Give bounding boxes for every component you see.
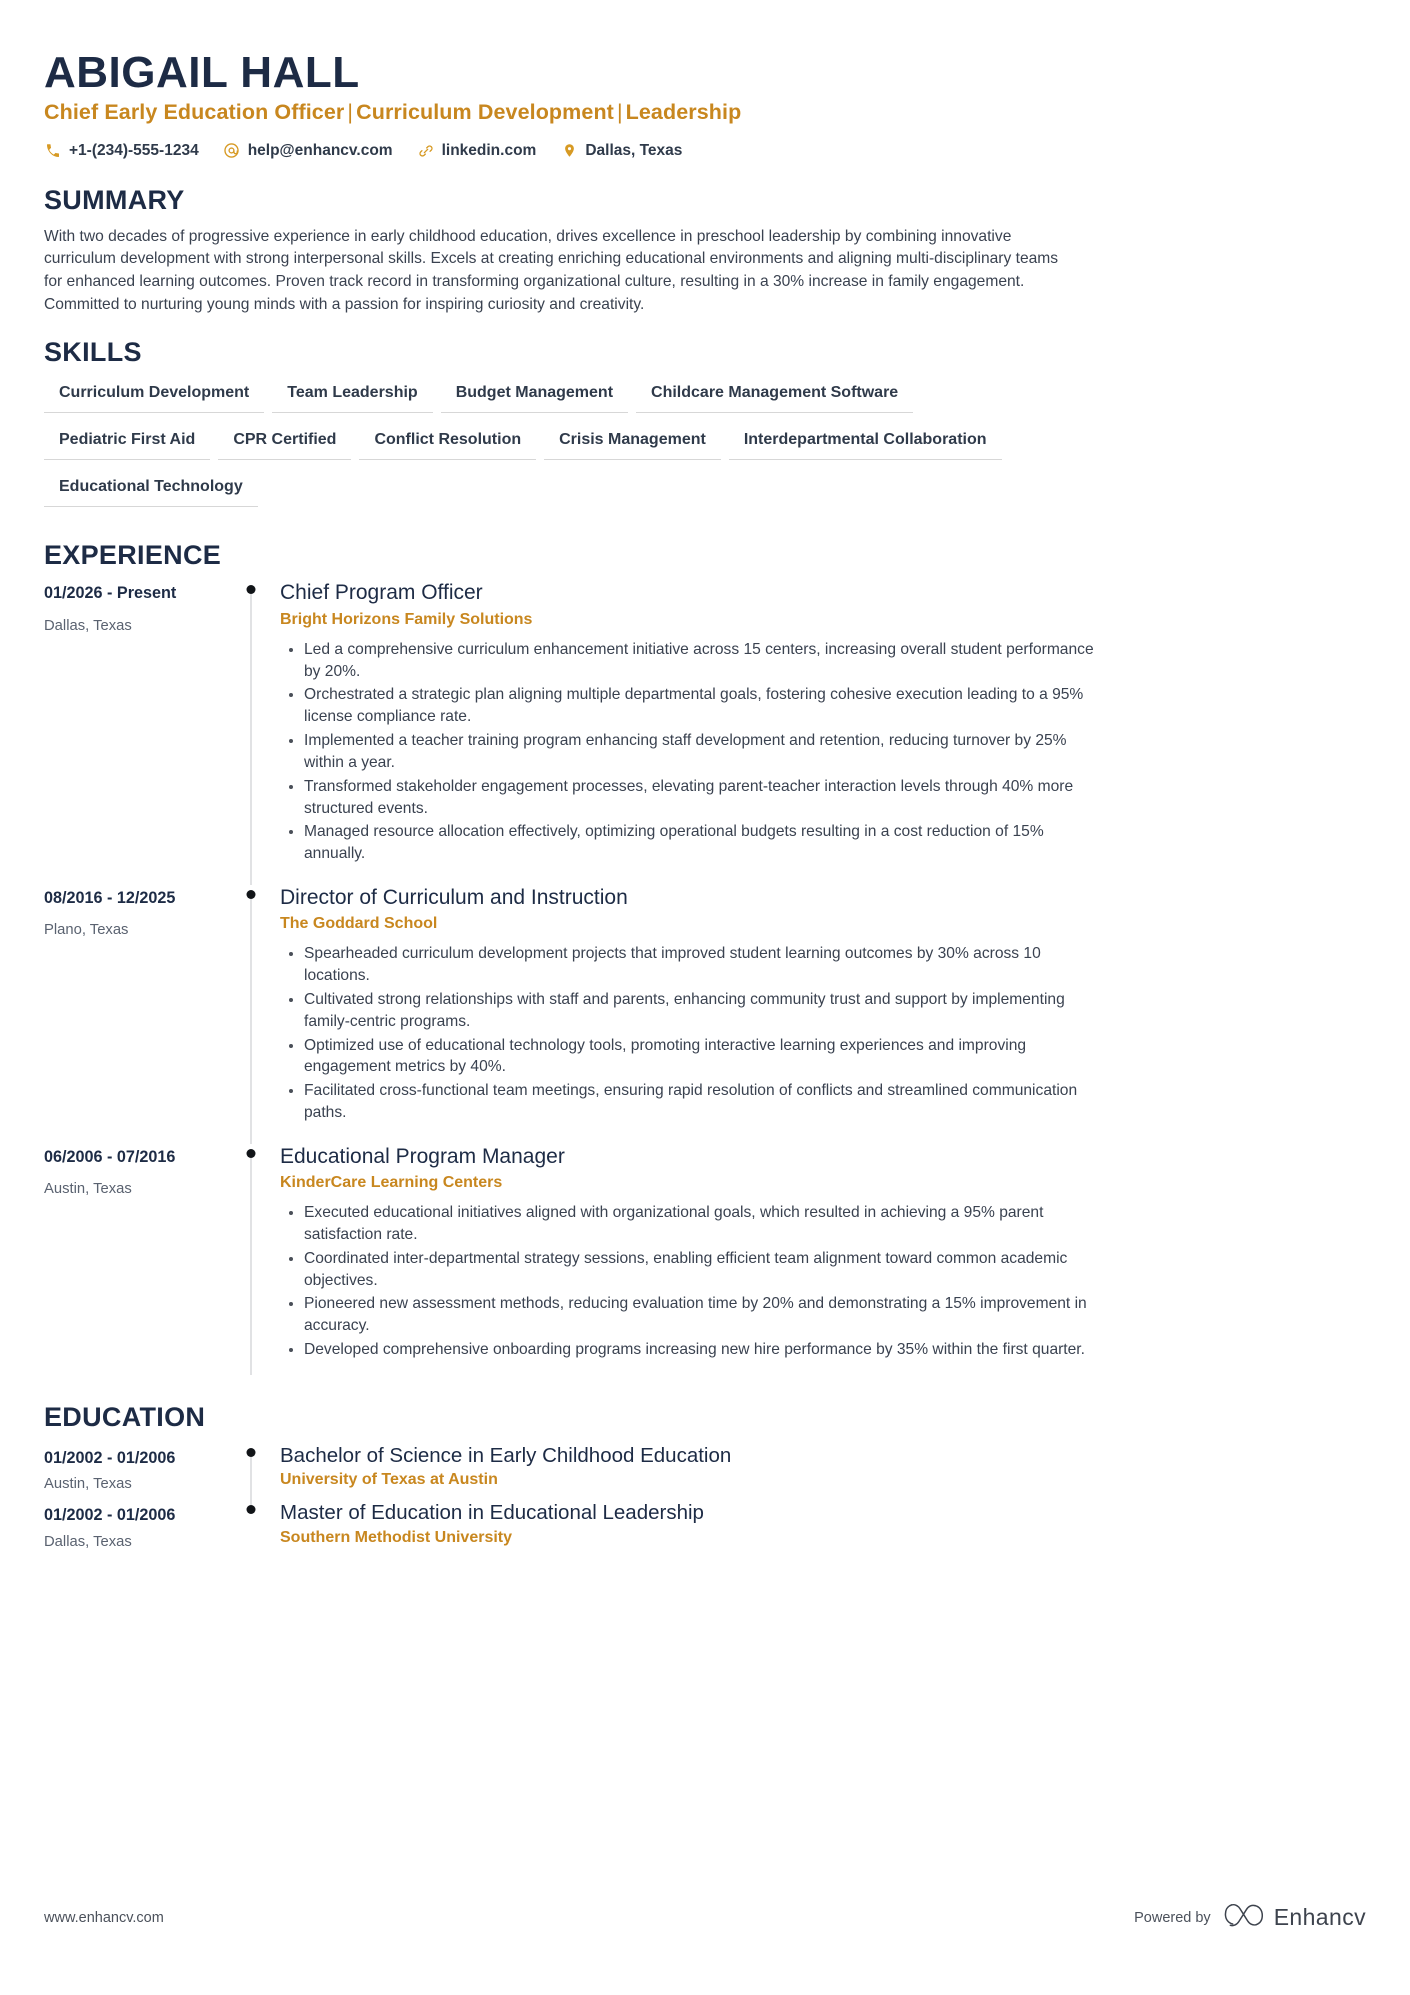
achievement-item: Cultivated strong relationships with staff and parents, enhancing community trust and support by implementing family-centric programs. [302,989,1104,1033]
education-entry-body [272,1500,1366,1558]
institution-name: Southern Methodist University [280,1528,513,1546]
education-entry-date: 01/2002 - 01/2006 [44,1506,176,1525]
education-entry-location: Austin, Texas [44,1476,132,1493]
achievement-item: Led a comprehensive curriculum enhancement initiative across 15 centers, increasing overall student performance by 20%. [302,639,1104,683]
achievement-item: Executed educational initiatives aligned with organizational goals, which resulted in achieving a 95% parent satisfaction rate. [302,1202,1104,1246]
timeline-line [251,1156,252,1375]
contact-email[interactable] [223,142,393,160]
job-title: Director of Curriculum and Instruction [280,886,628,910]
summary-text: With two decades of progressive experience in early childhood education, drives excellence in preschool leadership by combining innovative curriculum development with strong interpersonal skills. Excels at creating enriching educational environments and aligning multi-disciplinary teams for enhanced learning outcomes. Proven track record in transforming organizational culture, resulting in a 30% increase in family engagement. Committed to nurturing young minds with a passion for inspiring curiosity and creativity. [44,227,1059,313]
timeline-rail [230,885,272,1144]
header [44,50,1366,160]
timeline-line [251,592,252,885]
experience-entry-location: Austin, Texas [44,1181,132,1198]
headline-separator-2: | [616,100,623,125]
timeline-rail [230,1443,272,1501]
education-entry-location: Dallas, Texas [44,1533,132,1550]
headline-separator-1: | [347,100,354,125]
skills-section [44,338,1366,519]
experience-entry-location: Dallas, Texas [44,617,132,634]
company-name: The Goddard School [280,915,438,933]
education-entry-meta [44,1500,230,1551]
footer-url[interactable]: www.enhancv.com [44,1909,164,1926]
phone-icon [44,142,62,160]
education-entry-body [272,1443,1366,1501]
contact-linkedin-value: linkedin.com [441,141,537,159]
timeline-rail [230,1144,272,1381]
education-entry-date: 01/2002 - 01/2006 [44,1448,176,1467]
company-name: Bright Horizons Family Solutions [280,610,533,628]
skill-tag: Childcare Management Software [636,378,913,413]
headline-part-2: Curriculum Development [356,100,614,125]
institution-name: University of Texas at Austin [280,1471,498,1489]
experience-list [44,580,1366,1380]
link-icon [417,142,435,160]
timeline-dot-icon [247,1505,256,1514]
skill-tag: Pediatric First Aid [44,425,210,460]
experience-entry-body [272,885,1366,1144]
experience-entry-location: Plano, Texas [44,922,129,939]
candidate-name: ABIGAIL HALL [44,48,360,97]
achievement-item: Orchestrated a strategic plan aligning multiple departmental goals, fostering cohesive execution leading to a 95% license compliance rate. [302,684,1104,728]
education-section [44,1403,1366,1558]
education-entry-meta [44,1443,230,1494]
skill-tag: Curriculum Development [44,378,264,413]
degree-title: Bachelor of Science in Early Childhood Education [280,1443,732,1467]
contact-row [44,142,1366,160]
enhancv-brand-name: Enhancv [1273,1904,1366,1930]
experience-entry-date: 01/2026 - Present [44,584,177,603]
skill-tag: Team Leadership [272,378,432,413]
skill-tag: Interdepartmental Collaboration [729,425,1002,460]
location-pin-icon [560,142,578,160]
skill-tag: CPR Certified [218,425,351,460]
contact-linkedin[interactable] [417,142,537,160]
degree-title: Master of Education in Educational Leadership [280,1501,704,1525]
experience-entry-meta [44,580,230,635]
enhancv-logo-icon [1223,1902,1265,1933]
job-title: Educational Program Manager [280,1144,565,1168]
achievement-list [280,1202,1366,1361]
job-title: Chief Program Officer [280,581,483,605]
education-entry [44,1500,1366,1558]
company-name: KinderCare Learning Centers [280,1174,503,1192]
achievement-item: Managed resource allocation effectively, optimizing operational budgets resulting in a cost reduction of 15% annually. [302,821,1104,865]
timeline-dot-icon [247,585,256,594]
candidate-headline [44,100,1366,126]
achievement-item: Developed comprehensive onboarding programs increasing new hire performance by 35% within the first quarter. [302,1339,1104,1361]
experience-entry-body [272,580,1366,885]
email-icon [223,142,241,160]
summary-section-title: SUMMARY [44,184,185,215]
experience-entry [44,1144,1366,1381]
headline-part-3: Leadership [625,100,742,125]
timeline-dot-icon [247,890,256,899]
timeline-line [251,1455,252,1507]
achievement-item: Implemented a teacher training program enhancing staff development and retention, reducing turnover by 25% within a year. [302,730,1104,774]
education-list [44,1443,1366,1558]
footer [44,1902,1366,1933]
achievement-item: Facilitated cross-functional team meetings, ensuring rapid resolution of conflicts and streamlined communication paths. [302,1080,1104,1124]
experience-entry-body [272,1144,1366,1381]
achievement-item: Transformed stakeholder engagement processes, elevating parent-teacher interaction levels through 40% more structured events. [302,776,1104,820]
education-entry [44,1443,1366,1501]
skills-list [44,378,1044,519]
powered-by-label: Powered by [1134,1909,1211,1926]
experience-entry-date: 06/2006 - 07/2016 [44,1147,176,1166]
timeline-dot-icon [247,1149,256,1158]
enhancv-brand [1223,1902,1366,1933]
contact-phone-value: +1-(234)-555-1234 [69,141,199,159]
experience-section-title: EXPERIENCE [44,539,222,570]
contact-phone[interactable] [44,142,199,160]
timeline-rail [230,580,272,885]
education-section-title: EDUCATION [44,1401,206,1432]
headline-part-1: Chief Early Education Officer [44,100,345,125]
skill-tag: Conflict Resolution [359,425,536,460]
achievement-item: Optimized use of educational technology tools, promoting interactive learning experiences and improving engagement metrics by 40%. [302,1035,1104,1079]
experience-entry-meta [44,885,230,940]
achievement-list [280,943,1366,1124]
skill-tag: Crisis Management [544,425,721,460]
achievement-list [280,639,1366,865]
achievement-item: Pioneered new assessment methods, reducing evaluation time by 20% and demonstrating a 15% improvement in accuracy. [302,1293,1104,1337]
footer-brand-area [1134,1902,1366,1933]
skills-section-title: SKILLS [44,337,142,368]
contact-location [560,142,682,160]
experience-entry [44,885,1366,1144]
skill-tag: Educational Technology [44,472,258,507]
timeline-rail [230,1500,272,1558]
timeline-line [251,897,252,1144]
contact-location-value: Dallas, Texas [585,141,683,159]
experience-entry-date: 08/2016 - 12/2025 [44,889,176,908]
contact-email-value: help@enhancv.com [247,141,393,159]
skill-tag: Budget Management [441,378,628,413]
timeline-dot-icon [247,1448,256,1457]
achievement-item: Spearheaded curriculum development projects that improved student learning outcomes by 30% across 10 locations. [302,943,1104,987]
experience-entry [44,580,1366,885]
experience-section [44,541,1366,1381]
achievement-item: Coordinated inter-departmental strategy sessions, enabling efficient team alignment toward common academic objectives. [302,1248,1104,1292]
summary-section [44,186,1366,316]
experience-entry-meta [44,1144,230,1199]
